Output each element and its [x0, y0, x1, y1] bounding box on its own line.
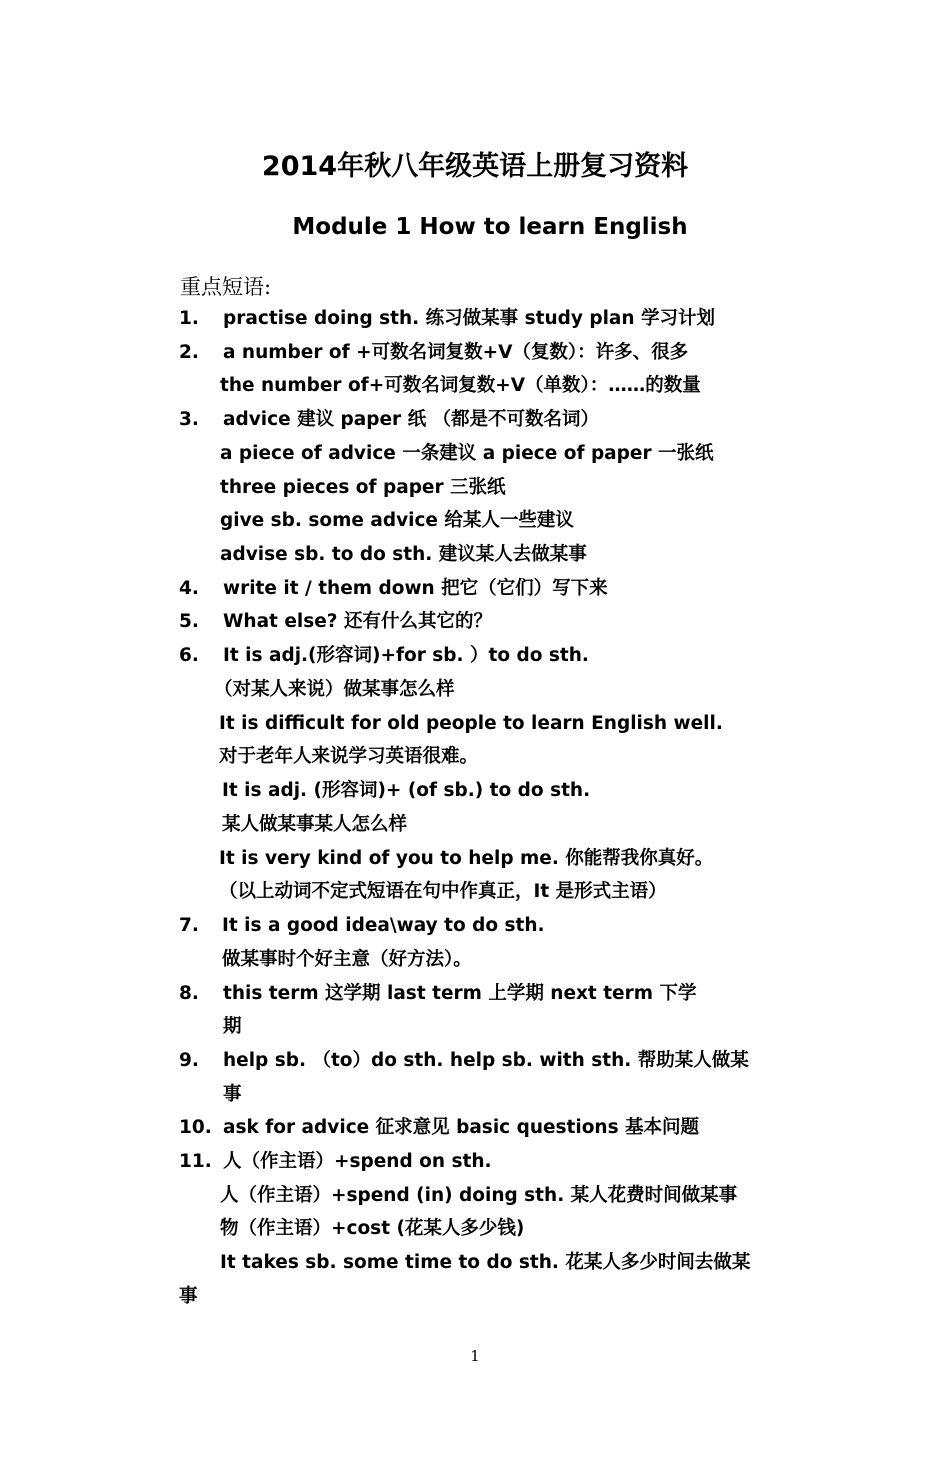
phrase-line: It is adj.(形容词)+for sb. ）to do sth.: [223, 645, 589, 666]
phrase-line: advise sb. to do sth. 建议某人去做某事: [220, 544, 587, 565]
phrase-line: （以上动词不定式短语在句中作真正，It 是形式主语）: [219, 881, 667, 902]
phrase-line: 事: [179, 1286, 198, 1307]
document-title: 2014年秋八年级英语上册复习资料: [261, 151, 689, 182]
module-heading: Module 1 How to learn English: [292, 214, 688, 240]
phrase-line: this term 这学期 last term 上学期 next term 下学: [223, 983, 697, 1004]
phrase-line: 做某事时个好主意（好方法）。: [222, 949, 472, 970]
item-number: 1.: [179, 308, 199, 329]
phrase-line: a piece of advice 一条建议 a piece of paper 一张纸: [220, 443, 714, 464]
phrase-line: a number of +可数名词复数+V（复数）：许多、很多: [223, 342, 689, 363]
item-number: 11.: [179, 1151, 212, 1172]
phrase-line: give sb. some advice 给某人一些建议: [220, 510, 574, 531]
phrase-line: 人（作主语）+spend (in) doing sth. 某人花费时间做某事: [220, 1185, 738, 1206]
phrase-line: practise doing sth. 练习做某事 study plan 学习计划: [223, 308, 716, 329]
phrase-line: It takes sb. some time to do sth. 花某人多少时间去做某: [220, 1252, 751, 1273]
phrase-line: three pieces of paper 三张纸: [220, 477, 506, 498]
phrase-line: It is very kind of you to help me. 你能帮我你真好。: [219, 848, 714, 869]
phrase-line: advice 建议 paper 纸 （都是不可数名词）: [223, 409, 600, 430]
phrase-line: 物（作主语）+cost (花某人多少钱): [220, 1218, 525, 1239]
item-number: 6.: [179, 645, 199, 666]
item-number: 10.: [179, 1117, 212, 1138]
phrase-line: 人（作主语）+spend on sth.: [223, 1151, 492, 1172]
phrase-line: 事: [223, 1084, 242, 1105]
phrase-line: 某人做某事某人怎么样: [222, 814, 408, 835]
phrase-line: the number of+可数名词复数+V（单数）：……的数量: [220, 375, 701, 396]
item-number: 7.: [179, 915, 199, 936]
phrase-line: （对某人来说）做某事怎么样: [214, 679, 455, 700]
phrase-line: 对于老年人来说学习英语很难。: [219, 746, 479, 767]
item-number: 5.: [179, 611, 199, 632]
phrase-line: It is a good idea\way to do sth.: [222, 915, 545, 936]
phrase-line: help sb. （to）do sth. help sb. with sth. 帮助某人做某: [223, 1050, 749, 1071]
item-number: 2.: [179, 342, 199, 363]
phrase-line: ask for advice 征求意见 basic questions 基本问题: [223, 1117, 700, 1138]
phrase-line: 期: [223, 1016, 242, 1037]
phrase-line: What else? 还有什么其它的？: [223, 611, 492, 632]
item-number: 3.: [179, 409, 199, 430]
phrase-line: It is adj. (形容词)+ (of sb.) to do sth.: [222, 780, 591, 801]
item-number: 8.: [179, 983, 199, 1004]
page-number: 1: [470, 1347, 480, 1365]
phrase-line: It is difficult for old people to learn English well.: [219, 713, 723, 734]
item-number: 9.: [179, 1050, 199, 1071]
section-label: 重点短语:: [180, 275, 272, 299]
phrase-line: write it / them down 把它（它们）写下来: [223, 578, 608, 599]
item-number: 4.: [179, 578, 199, 599]
